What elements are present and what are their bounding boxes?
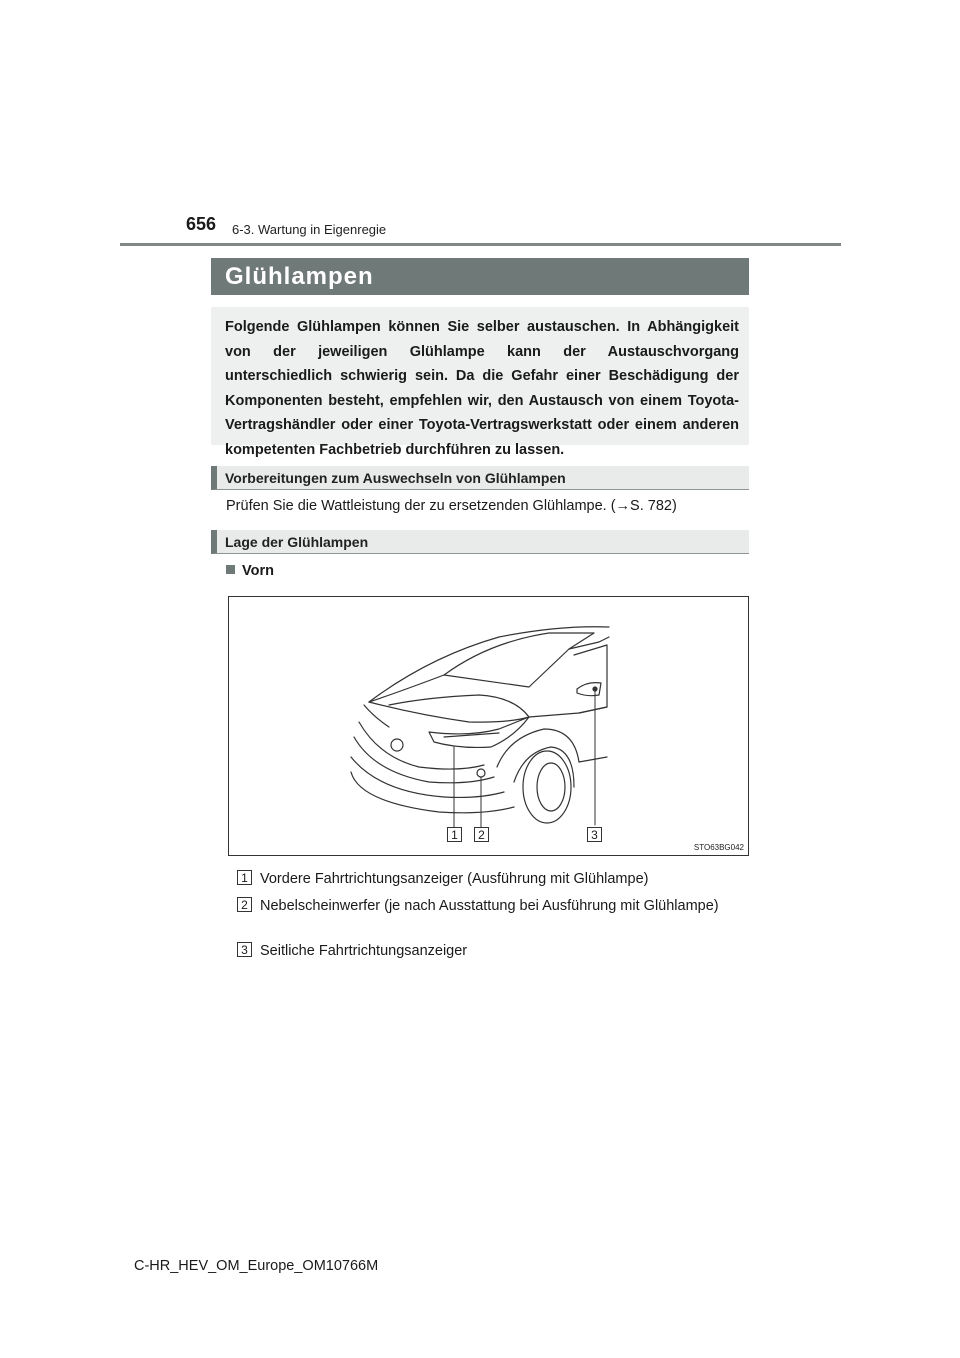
figure-callout-1: 1 — [447, 827, 462, 842]
section-heading-prep: Vorbereitungen zum Auswechseln von Glühlampen — [211, 466, 749, 490]
legend-number-3: 3 — [237, 942, 252, 957]
figure-code: STO63BG042 — [693, 843, 744, 852]
car-illustration — [229, 597, 748, 855]
header-divider — [120, 243, 841, 246]
bullet-square-icon — [226, 565, 235, 574]
legend-text-1: Vordere Fahrtrichtungsanzeiger (Ausführung mit Glühlampe) — [260, 871, 649, 887]
section-label: 6-3. Wartung in Eigenregie — [232, 222, 387, 237]
subheading-front — [226, 563, 274, 579]
figure-callout-3: 3 — [587, 827, 602, 842]
section-heading-location: Lage der Glühlampen — [211, 530, 749, 554]
car-front-figure — [228, 596, 749, 856]
legend-text-2: Nebelscheinwerfer (je nach Ausstattung bei Ausführung mit Glühlampe) — [260, 898, 719, 914]
page-number: 656 — [186, 214, 217, 234]
legend-number-2: 2 — [237, 897, 252, 912]
intro-box — [211, 307, 749, 458]
legend-text-3: Seitliche Fahrtrichtungsanzeiger — [260, 943, 468, 959]
legend-number-1: 1 — [237, 870, 252, 885]
subheading-front-label: Vorn — [242, 563, 274, 579]
prep-text: Prüfen Sie die Wattleistung der zu ersetzenden Glühlampe. (→S. 782) — [226, 498, 677, 514]
footer-document-id: C-HR_HEV_OM_Europe_OM10766M — [134, 1258, 379, 1274]
figure-callout-2: 2 — [474, 827, 489, 842]
page-title: Glühlampen — [211, 258, 749, 295]
intro-text: Folgende Glühlampen können Sie selber austauschen. In Abhängigkeit von der jeweiligen Glühlampe kann der Austauschvorgang unterschiedlich schwierig sein. Da die Gefahr einer Beschädigung der Komponenten besteht, empfehlen wir, den Austausch von einem Toyota-Vertragshändler oder einer Toyota-Vertragswerkstatt oder einem anderen kompetenten Fachbetrieb durchführen zu lassen. — [225, 319, 739, 458]
